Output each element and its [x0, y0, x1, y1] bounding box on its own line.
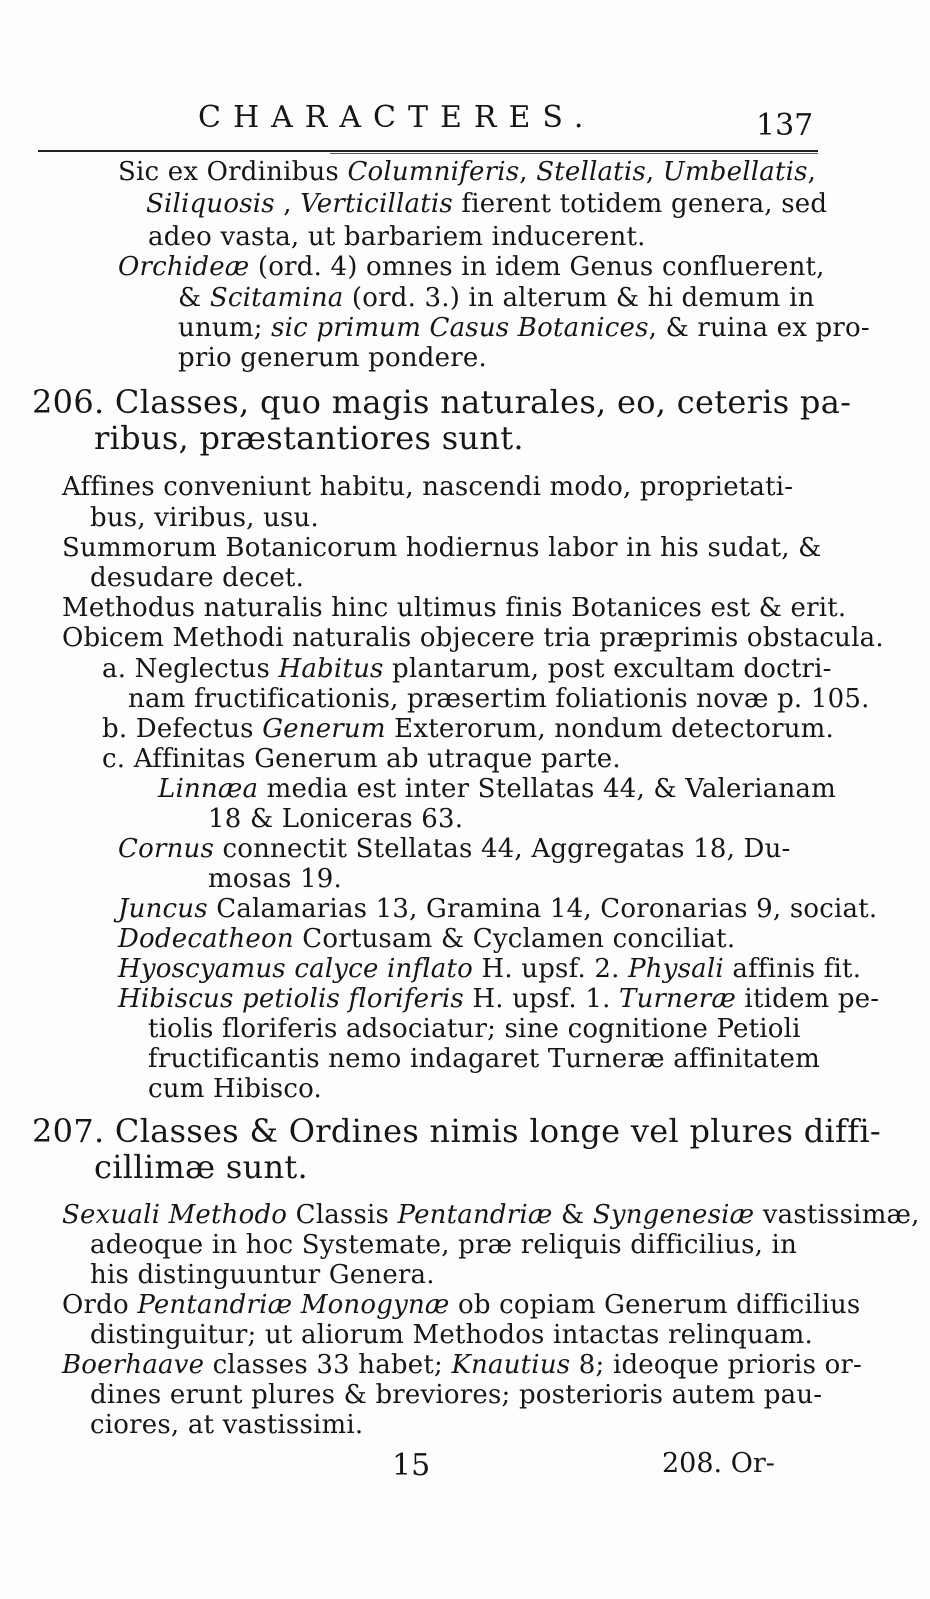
- italic-run: Boerhaave: [62, 1350, 205, 1380]
- text-line: [62, 472, 793, 502]
- italic-run: Juncus: [118, 894, 208, 924]
- text-run: bus, viribus, usu.: [90, 503, 319, 533]
- italic-run: Generum: [262, 714, 386, 744]
- text-run: Methodus naturalis hinc ultimus finis Botanices est & erit.: [62, 593, 847, 623]
- italic-run: Syngenesiæ: [592, 1200, 755, 1230]
- text-line: [178, 313, 870, 343]
- header-rule-thin: [330, 153, 818, 154]
- text-run: Exterorum, nondum detectorum.: [385, 714, 834, 744]
- text-run: &: [178, 283, 210, 313]
- text-run: adeo vasta, ut barbariem inducerent.: [148, 222, 646, 252]
- text-run: adeoque in hoc Systemate, præ reliquis difficilius, in: [90, 1230, 798, 1260]
- text-run: Summorum Botanicorum hodiernus labor in his sudat, &: [62, 533, 822, 563]
- text-run: b. Defectus: [102, 714, 263, 744]
- italic-run: Siliquosis: [146, 189, 275, 219]
- italic-run: Habitus: [278, 654, 384, 684]
- text-line: [90, 1230, 797, 1260]
- header-rule: [38, 150, 818, 152]
- text-run: Cortusam & Cyclamen conciliat.: [293, 924, 736, 954]
- text-run: fierent totidem genera, sed: [452, 189, 828, 219]
- italic-run: Columniferis: [347, 157, 520, 187]
- section-heading: [32, 1112, 881, 1150]
- text-run: desudare decet.: [90, 563, 305, 593]
- text-run: H. upsf. 2.: [473, 954, 629, 984]
- text-run: (ord. 3.) in alterum & hi demum in: [343, 283, 815, 313]
- italic-run: Verticillatis: [300, 189, 453, 219]
- text-line: [62, 533, 822, 563]
- text-run: distinguitur; ut aliorum Methodos intactas relinquam.: [90, 1320, 813, 1350]
- text-run: cillimæ sunt.: [94, 1148, 309, 1186]
- text-run: ,: [519, 157, 537, 187]
- italic-run: Hyoscyamus calyce inflato: [118, 954, 473, 984]
- text-line: [90, 503, 319, 533]
- text-line: [62, 623, 884, 653]
- text-line: [90, 563, 304, 593]
- text-run: ,: [807, 157, 817, 187]
- text-line: [148, 1014, 801, 1044]
- text-run: 8; ideoque prioris or-: [570, 1350, 863, 1380]
- italic-run: Stellatis: [536, 157, 646, 187]
- text-run: his distinguuntur Genera.: [90, 1260, 435, 1290]
- text-line: [62, 593, 846, 623]
- text-run: nam fructificationis, præsertim foliationis novæ p. 105.: [128, 684, 870, 714]
- text-line: [118, 834, 791, 864]
- text-run: ciores, at vastissimi.: [90, 1410, 364, 1440]
- text-line: [62, 1200, 920, 1230]
- text-line: [90, 1410, 363, 1440]
- italic-run: Hibiscus petiolis floriferis: [118, 984, 464, 1014]
- text-line: [90, 1260, 435, 1290]
- italic-run: Pentandriæ Monogynæ: [137, 1290, 450, 1320]
- section-heading: [94, 419, 524, 457]
- italic-run: Physali: [628, 954, 724, 984]
- text-run: connectit Stellatas 44, Aggregatas 18, Du-: [214, 834, 791, 864]
- text-line: [62, 1290, 860, 1320]
- page-number: 137: [756, 108, 814, 143]
- text-line: [178, 283, 815, 313]
- text-line: [118, 894, 877, 924]
- signature-mark: 15: [392, 1448, 431, 1483]
- text-line: [146, 189, 827, 219]
- italic-run: Dodecatheon: [118, 924, 294, 954]
- text-line: [148, 1074, 322, 1104]
- text-line: [118, 984, 879, 1014]
- italic-run: sic primum Casus Botanices: [271, 313, 649, 343]
- text-run: classes 33 habet;: [204, 1350, 452, 1380]
- text-line: [90, 1320, 813, 1350]
- text-run: cum Hibisco.: [148, 1074, 322, 1104]
- text-run: a. Neglectus: [102, 654, 279, 684]
- text-line: [62, 1350, 862, 1380]
- text-run: H. upsf. 1.: [463, 984, 620, 1014]
- text-run: ,: [645, 157, 663, 187]
- text-line: [118, 924, 735, 954]
- text-run: 206. Classes, quo magis naturales, eo, ceteris pa-: [32, 383, 852, 421]
- italic-run: Scitamina: [209, 283, 344, 313]
- italic-run: Pentandriæ: [397, 1200, 553, 1230]
- text-line: [118, 157, 816, 187]
- italic-run: Linnæa: [158, 774, 259, 804]
- text-line: [90, 1380, 822, 1410]
- text-run: Calamarias 13, Gramina 14, Coronarias 9, sociat.: [207, 894, 878, 924]
- text-line: [208, 864, 342, 894]
- text-run: tiolis floriferis adsociatur; sine cognitione Petioli: [148, 1014, 801, 1044]
- text-run: Ordo: [62, 1290, 138, 1320]
- text-run: Sic ex Ordinibus: [118, 157, 348, 187]
- italic-run: Knautius: [451, 1350, 571, 1380]
- italic-run: Orchideæ: [118, 252, 250, 282]
- text-run: ribus, præstantiores sunt.: [94, 419, 524, 457]
- text-run: Obicem Methodi naturalis objecere tria præprimis obstacula.: [62, 623, 884, 653]
- text-line: [178, 343, 487, 373]
- text-line: [118, 954, 861, 984]
- section-heading: [32, 383, 851, 421]
- text-run: vastissimæ,: [754, 1200, 920, 1230]
- text-run: media est inter Stellatas 44, & Valerianam: [258, 774, 836, 804]
- text-run: ob copiam Generum difficilius: [449, 1290, 861, 1320]
- text-run: mosas 19.: [208, 864, 342, 894]
- text-run: plantarum, post excultam doctri-: [383, 654, 832, 684]
- text-line: [208, 804, 463, 834]
- text-run: dines erunt plures & breviores; posterioris autem pau-: [90, 1380, 823, 1410]
- text-run: Affines conveniunt habitu, nascendi modo, proprietati-: [62, 472, 794, 502]
- text-line: [148, 1044, 820, 1074]
- text-line: [102, 714, 834, 744]
- text-run: itidem pe-: [735, 984, 880, 1014]
- text-run: unum;: [178, 313, 272, 343]
- italic-run: Turneræ: [619, 984, 736, 1014]
- text-run: prio generum pondere.: [178, 343, 487, 373]
- text-run: fructificantis nemo indagaret Turneræ affinitatem: [148, 1044, 820, 1074]
- italic-run: Umbellatis: [662, 157, 808, 187]
- text-run: 207. Classes & Ordines nimis longe vel plures diffi-: [32, 1112, 881, 1150]
- text-run: affinis fit.: [723, 954, 862, 984]
- text-line: [102, 654, 832, 684]
- text-run: (ord. 4) omnes in idem Genus confluerent,: [249, 252, 825, 282]
- italic-run: Sexuali Methodo: [62, 1200, 288, 1230]
- italic-run: Cornus: [118, 834, 215, 864]
- text-run: 18 & Loniceras 63.: [208, 804, 464, 834]
- catchword: 208. Or-: [662, 1448, 775, 1479]
- page-header-title: CHARACTERES.: [198, 100, 596, 135]
- text-line: [128, 684, 870, 714]
- text-line: [148, 222, 646, 252]
- text-run: &: [552, 1200, 593, 1230]
- text-line: [118, 252, 825, 282]
- section-heading: [94, 1148, 308, 1186]
- text-run: c. Affinitas Generum ab utraque parte.: [102, 744, 621, 774]
- text-line: [102, 744, 621, 774]
- text-run: ,: [274, 189, 301, 219]
- text-line: [158, 774, 836, 804]
- text-run: , & ruina ex pro-: [648, 313, 870, 343]
- text-run: Classis: [287, 1200, 398, 1230]
